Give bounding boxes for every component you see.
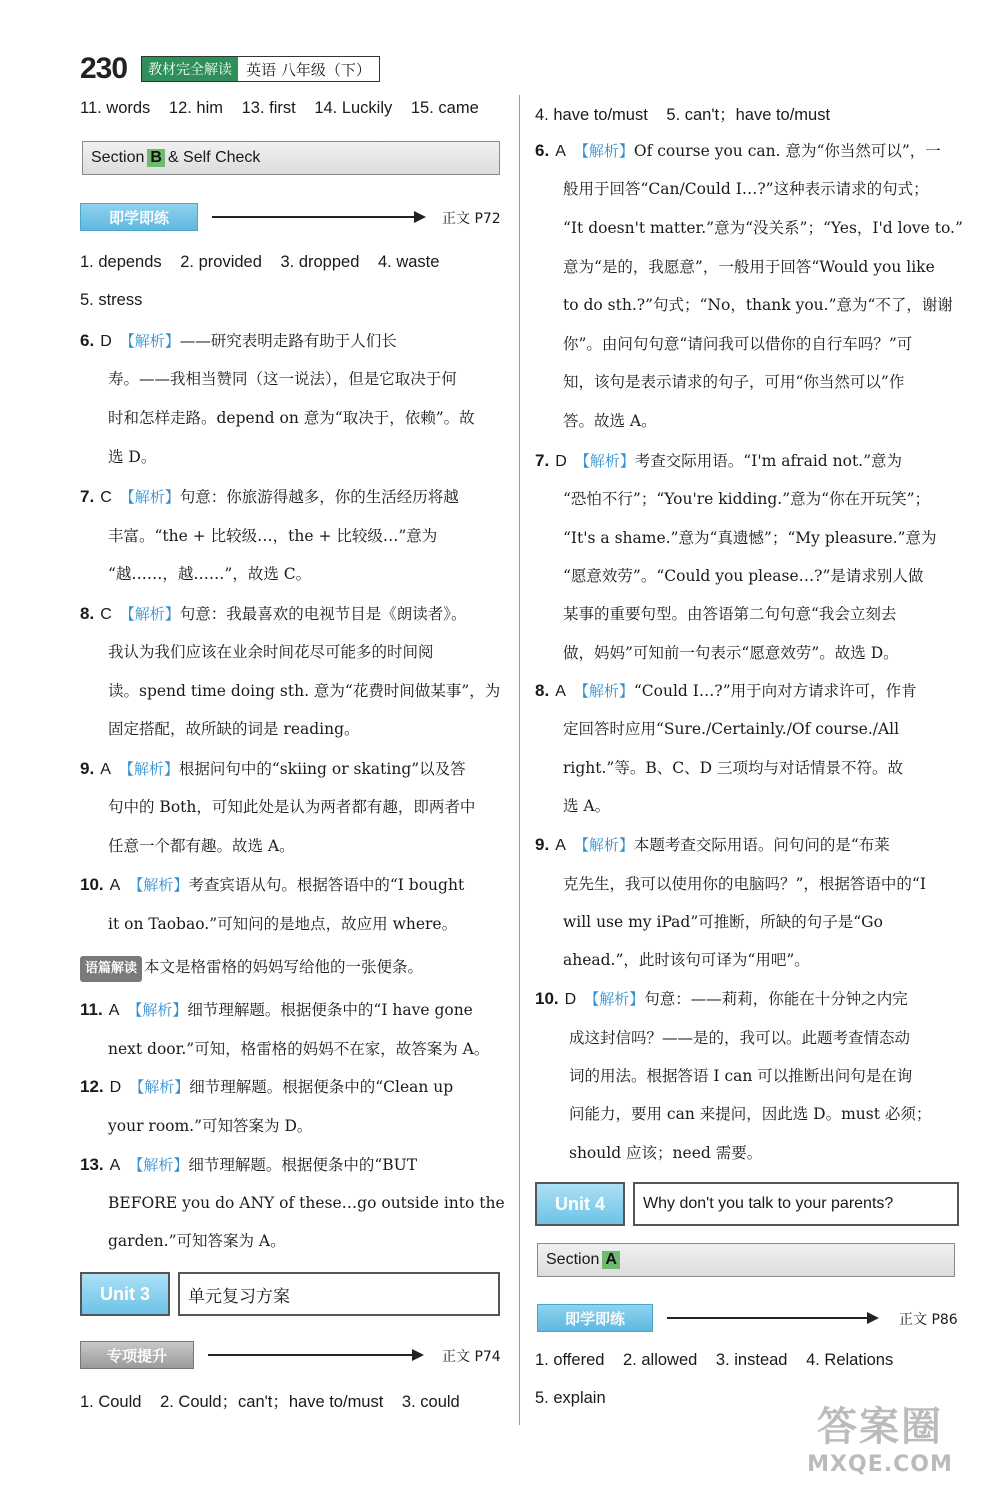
question-number: 10.	[535, 989, 559, 1008]
question-number: 8.	[535, 681, 550, 700]
answer-letter: A	[555, 683, 566, 700]
analysis-tag: 【解析】	[573, 836, 634, 854]
answer-item: 1. depends	[80, 253, 162, 271]
answer-letter: A	[109, 1157, 121, 1174]
section-prefix: Section	[546, 1251, 600, 1268]
explanation-line: 答。故选 A。	[563, 412, 657, 430]
answer-row-special	[80, 1388, 474, 1412]
passage-text: 本文是格雷格的妈妈写给他的一张便条。	[144, 958, 424, 976]
explanation-line: it on Taobao.”可知问的是地点，故应用 where。	[108, 915, 458, 933]
explanation-line: BEFORE you do ANY of these…go outside into the	[108, 1194, 505, 1212]
question-number: 10.	[80, 875, 104, 894]
explanation-line: ahead.”，此时该句可译为“用吧”。	[563, 951, 810, 969]
analysis-tag: 【解析】	[128, 1156, 189, 1174]
explanation-line: 问能力，要用 can 来提问，因此选 D。must 必须；	[569, 1105, 932, 1123]
page-ref: 正文 P86	[899, 1312, 958, 1328]
section-b-bar	[82, 141, 500, 175]
explanation-line: garden.”可知答案为 A。	[108, 1232, 286, 1250]
page-ref: 正文 P74	[442, 1349, 501, 1365]
arrow-line	[208, 1354, 422, 1356]
question-8	[535, 679, 963, 704]
analysis-tag: 【解析】	[128, 876, 189, 894]
explanation-line: 知，该句是表示请求的句子，可用“你当然可以”作	[563, 373, 905, 391]
answer-letter: D	[564, 991, 577, 1008]
analysis-tag: 【解析】	[129, 1078, 190, 1096]
watermark-title: 答案圈	[817, 1404, 943, 1450]
analysis-tag: 【解析】	[119, 332, 180, 350]
answer-letter: A	[109, 877, 121, 894]
practice-label: 即学即练	[80, 203, 198, 231]
analysis-tag: 【解析】	[573, 142, 634, 160]
question-number: 8.	[80, 604, 95, 623]
answer-letter: A	[108, 1002, 120, 1019]
watermark-url: MXQE.COM	[807, 1452, 953, 1477]
question-number: 13.	[80, 1155, 104, 1174]
analysis-tag: 【解析】	[118, 760, 179, 778]
unit-label: Unit 3	[80, 1272, 170, 1316]
answer-item: 4. Relations	[806, 1351, 894, 1369]
explanation-text: 根据问句中的“skiing or skating”以及答	[178, 760, 466, 778]
section-a-bar	[537, 1243, 955, 1277]
explanation-text: 句意：你旅游得越多，你的生活经历将越	[179, 488, 459, 506]
explanation-text: 细节理解题。根据便条中的“I have gone	[187, 1001, 473, 1019]
answer-letter: D	[555, 453, 567, 470]
answer-letter: A	[555, 837, 566, 854]
answer-letter: C	[100, 489, 112, 506]
answer-item: 14. Luckily	[314, 99, 393, 117]
answer-item: 3. instead	[715, 1351, 788, 1369]
question-6	[80, 329, 504, 354]
analysis-tag: 【解析】	[119, 488, 180, 506]
explanation-line: 我认为我们应该在业余时间花尽可能多的时间阅	[108, 643, 434, 661]
page-header	[80, 52, 380, 86]
explanation-line: 丰富。“the + 比较级…，the + 比较级…”意为	[108, 527, 438, 545]
answer-letter: C	[100, 606, 112, 623]
unit-4-header	[535, 1182, 959, 1226]
answer-item: 4. waste	[377, 253, 440, 271]
answer-item: 11. words	[80, 99, 151, 117]
arrow-line	[667, 1317, 877, 1319]
answer-row-5	[535, 1389, 606, 1408]
answer-item: 5. can't；have to/must	[666, 106, 831, 124]
book-series: 教材完全解读	[142, 57, 238, 81]
explanation-text: 细节理解题。根据便条中的“Clean up	[189, 1078, 454, 1096]
explanation-text: 句意：我最喜欢的电视节目是《朗读者》。	[179, 605, 467, 623]
answer-item: 4. have to/must	[535, 106, 648, 124]
explanation-line: to do sth.?”句式；“No，thank you.”意为“不了，谢谢	[563, 296, 953, 314]
explanation-line: 寿。——我相当赞同（这一说法），但是它取决于何	[108, 370, 457, 388]
watermark-logo	[780, 1395, 980, 1475]
answer-row-1-4	[80, 253, 453, 272]
analysis-tag: 【解析】	[584, 990, 645, 1008]
explanation-line: 做，妈妈”可知前一句表示“愿意效劳”。故选 D。	[563, 644, 899, 662]
explanation-line: 固定搭配，故所缺的词是 reading。	[108, 720, 360, 738]
explanation-line: “愿意效劳”。“Could you please…?”是请求别人做	[563, 567, 924, 585]
answer-letter: D	[109, 1079, 122, 1096]
answer-item: 1. offered	[535, 1351, 605, 1369]
answer-letter: A	[100, 761, 111, 778]
explanation-line: 任意一个都有趣。故选 A。	[108, 837, 295, 855]
question-10	[80, 873, 504, 898]
page-number: 230	[80, 52, 128, 85]
page-ref: 正文 P72	[442, 211, 501, 227]
book-tag	[141, 56, 380, 82]
answer-item: 3. could	[401, 1393, 460, 1411]
question-number: 7.	[535, 451, 550, 470]
explanation-line: 选 A。	[563, 797, 611, 815]
analysis-tag: 【解析】	[127, 1001, 188, 1019]
question-number: 7.	[80, 487, 95, 506]
special-label: 专项提升	[80, 1341, 194, 1369]
analysis-tag: 【解析】	[574, 452, 635, 470]
explanation-line: 某事的重要句型。由答语第二句句意“我会立刻去	[563, 605, 897, 623]
unit-label: Unit 4	[535, 1182, 625, 1226]
answer-row-4-5	[535, 101, 844, 125]
explanation-text: 本题考查交际用语。问句问的是“布莱	[633, 836, 890, 854]
analysis-tag: 【解析】	[573, 682, 634, 700]
question-11	[80, 998, 504, 1023]
unit-title: 单元复习方案	[178, 1272, 500, 1316]
question-number: 6.	[80, 331, 95, 350]
section-letter: B	[147, 149, 165, 167]
answer-item: 5. stress	[80, 291, 143, 309]
answer-item: 12. him	[168, 99, 224, 117]
explanation-text: 考查宾语从句。根据答语中的“I bought	[188, 876, 465, 894]
explanation-text: Of course you can. 意为“你当然可以”，一	[633, 142, 941, 160]
explanation-text: “Could I…?”用于向对方请求许可，作肯	[633, 682, 917, 700]
section-letter: A	[602, 1251, 620, 1269]
explanation-line: “It's a shame.”意为“真遗憾”；“My pleasure.”意为	[563, 529, 937, 547]
answer-item: 5. explain	[535, 1389, 606, 1407]
answer-row-1-4	[535, 1351, 907, 1370]
explanation-text: 考查交际用语。“I'm afraid not.”意为	[634, 452, 903, 470]
answer-row-5	[80, 291, 142, 310]
section-prefix: Section	[91, 149, 145, 166]
explanation-line: right.”等。B、C、D 三项均与对话情景不符。故	[563, 759, 903, 777]
question-number: 9.	[535, 835, 550, 854]
question-9	[535, 833, 963, 858]
explanation-line: “It doesn't matter.”意为“没关系”；“Yes，I'd love to.”	[563, 219, 963, 237]
answer-item: 15. came	[410, 99, 479, 117]
answer-item: 2. allowed	[623, 1351, 698, 1369]
question-8	[80, 602, 504, 627]
question-number: 12.	[80, 1077, 104, 1096]
analysis-tag: 【解析】	[119, 605, 180, 623]
answer-item: 2. Could；can't；have to/must	[160, 1393, 384, 1411]
question-number: 11.	[80, 1000, 103, 1019]
question-7	[80, 485, 504, 510]
explanation-line: 时和怎样走路。depend on 意为“取决于，依赖”。故	[108, 409, 475, 427]
unit-3-header	[80, 1272, 500, 1316]
book-subject: 英语 八年级（下）	[246, 60, 371, 79]
answer-item: 2. provided	[180, 253, 262, 271]
question-number: 6.	[535, 141, 550, 160]
answer-item: 3. dropped	[280, 253, 360, 271]
explanation-line: 你”。由问句句意“请问我可以借你的自行车吗？”可	[563, 335, 913, 353]
question-9	[80, 757, 504, 782]
column-divider	[519, 95, 520, 1425]
unit-title: Why don't you talk to your parents?	[633, 1182, 959, 1226]
explanation-line: 定回答时应用“Sure./Certainly./Of course./All	[563, 720, 900, 738]
explanation-line: will use my iPad”可推断，所缺的句子是“Go	[563, 913, 883, 931]
section-suffix: & Self Check	[167, 149, 261, 166]
explanation-text: ——研究表明走路有助于人们长	[179, 332, 397, 350]
explanation-line: 成这封信吗？——是的，我可以。此题考查情态动	[569, 1029, 911, 1047]
explanation-line: 克先生，我可以使用你的电脑吗？”，根据答语中的“I	[563, 875, 926, 893]
answer-letter: D	[100, 333, 112, 350]
question-13	[80, 1153, 504, 1178]
explanation-line: 读。spend time doing sth. 意为“花费时间做某事”，为	[108, 682, 501, 700]
explanation-line: 词的用法。根据答语 I can 可以推断出问句是在询	[569, 1067, 913, 1085]
explanation-line: 般用于回答“Can/Could I…?”这种表示请求的句式；	[563, 180, 929, 198]
passage-tag: 语篇解读	[80, 956, 142, 982]
practice-label: 即学即练	[537, 1304, 653, 1332]
explanation-line: your room.”可知答案为 D。	[108, 1117, 313, 1135]
answer-row-11-15	[80, 99, 493, 118]
passage-note	[80, 955, 504, 982]
explanation-line: next door.”可知，格雷格的妈妈不在家，故答案为 A。	[108, 1040, 490, 1058]
arrow-line	[212, 216, 424, 218]
explanation-line: should 应该；need 需要。	[569, 1144, 763, 1162]
explanation-line: 意为“是的，我愿意”，一般用于回答“Would you like	[563, 258, 935, 276]
explanation-line: “恐怕不行”；“You're kidding.”意为“你在开玩笑”；	[563, 490, 930, 508]
answer-item: 1. Could	[80, 1393, 142, 1411]
explanation-text: 句意：——莉莉，你能在十分钟之内完	[644, 990, 908, 1008]
explanation-line: 句中的 Both，可知此处是认为两者都有趣，即两者中	[108, 798, 476, 816]
explanation-line: 选 D。	[108, 448, 157, 466]
question-10	[535, 987, 963, 1012]
question-6	[535, 139, 963, 164]
explanation-text: 细节理解题。根据便条中的“BUT	[188, 1156, 418, 1174]
answer-letter: A	[555, 143, 566, 160]
answer-item: 13. first	[241, 99, 296, 117]
question-number: 9.	[80, 759, 95, 778]
explanation-line: “越……，越……”，故选 C。	[108, 565, 312, 583]
question-12	[80, 1075, 504, 1100]
question-7	[535, 449, 963, 474]
